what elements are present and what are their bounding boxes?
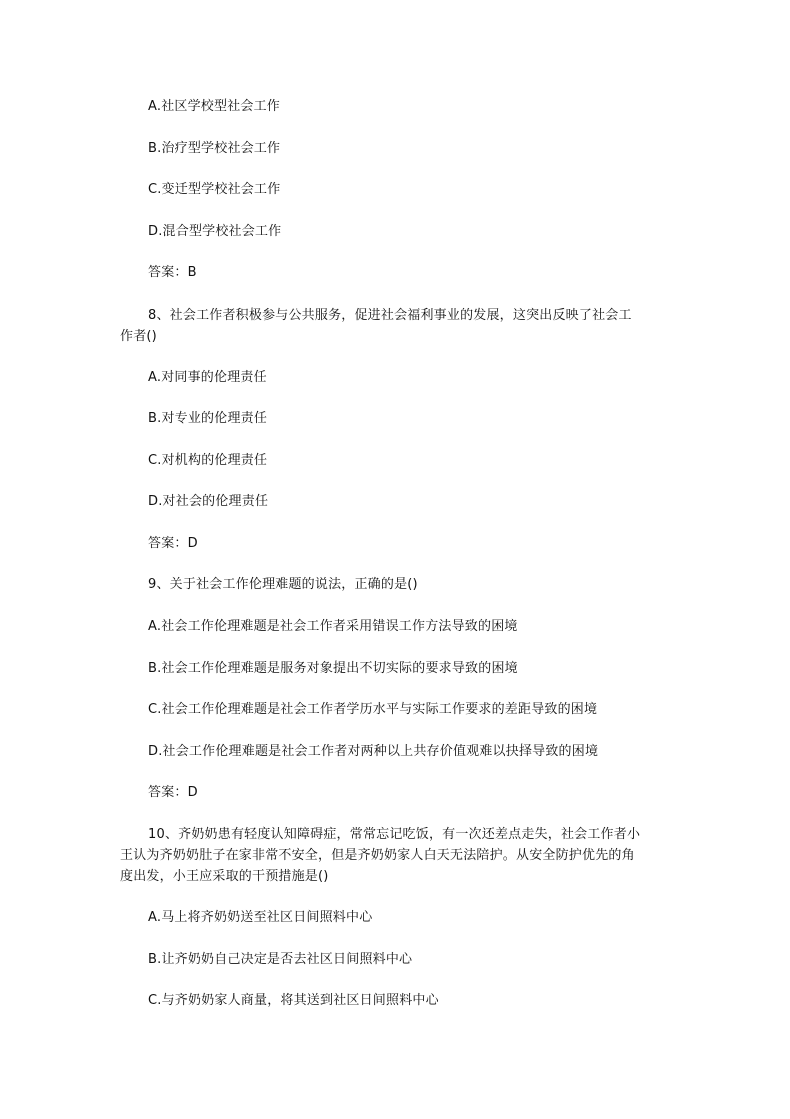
- question-10-line1: 10、齐奶奶患有轻度认知障碍症，常常忘记吃饭，有一次还差点走失，社会工作者小: [148, 827, 641, 842]
- question-8-line2: 作者(): [120, 329, 157, 344]
- option-b-q10: B.让齐奶奶自己决定是否去社区日间照料中心: [148, 952, 413, 967]
- option-d-q9: D.社会工作伦理难题是社会工作者对两种以上共存价值观难以抉择导致的困境: [148, 744, 599, 759]
- option-c-q7: C.变迁型学校社会工作: [148, 182, 281, 197]
- answer-q8: 答案：D: [148, 536, 198, 551]
- question-8-line1: 8、社会工作者积极参与公共服务，促进社会福利事业的发展，这突出反映了社会工: [148, 308, 632, 323]
- option-a-q10: A.马上将齐奶奶送至社区日间照料中心: [148, 910, 373, 925]
- option-b-q8: B.对专业的伦理责任: [148, 411, 268, 426]
- option-b-q7: B.治疗型学校社会工作: [148, 141, 281, 156]
- question-10-line2: 王认为齐奶奶肚子在家非常不安全，但是齐奶奶家人白天无法陪护。从安全防护优先的角: [120, 848, 635, 863]
- option-d-q8: D.对社会的伦理责任: [148, 494, 269, 509]
- answer-q9: 答案：D: [148, 785, 198, 800]
- option-a-q9: A.社会工作伦理难题是社会工作者采用错误工作方法导致的困境: [148, 619, 518, 634]
- option-c-q8: C.对机构的伦理责任: [148, 453, 268, 468]
- option-c-q9: C.社会工作伦理难题是社会工作者学历水平与实际工作要求的差距导致的困境: [148, 702, 598, 717]
- option-c-q10: C.与齐奶奶家人商量，将其送到社区日间照料中心: [148, 993, 439, 1008]
- option-a-q7: A.社区学校型社会工作: [148, 99, 280, 114]
- option-b-q9: B.社会工作伦理难题是服务对象提出不切实际的要求导致的困境: [148, 661, 518, 676]
- question-9: 9、关于社会工作伦理难题的说法，正确的是(): [148, 577, 418, 592]
- answer-q7: 答案：B: [148, 265, 197, 280]
- option-d-q7: D.混合型学校社会工作: [148, 224, 282, 239]
- option-a-q8: A.对同事的伦理责任: [148, 370, 267, 385]
- question-10-line3: 度出发，小王应采取的干预措施是(): [120, 869, 329, 884]
